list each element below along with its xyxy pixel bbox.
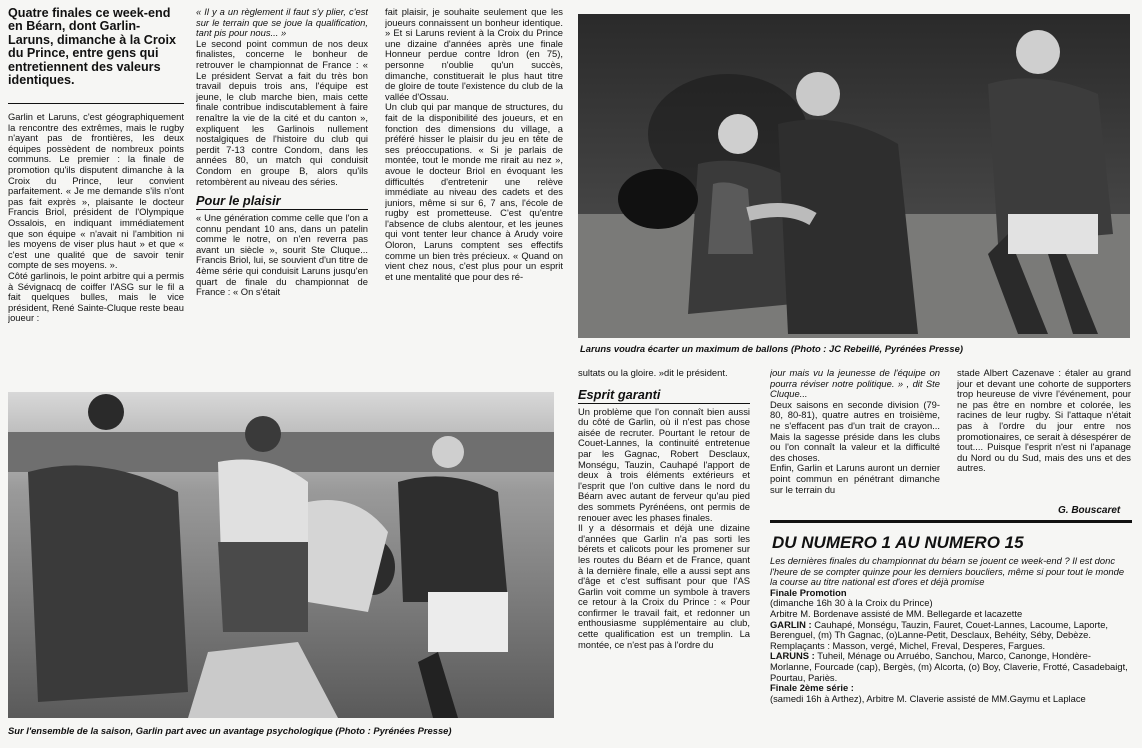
column-6 <box>957 368 1131 508</box>
photo-caption-top: Laruns voudra écarter un maximum de ballons (Photo : JC Rebeillé, Pyrénées Presse) <box>580 343 963 354</box>
garlin-players: Cauhapé, Monségu, Tauzin, Fauret, Couet-Lannes, Lacoume, Laporte, Berenguel, (m) Th Gagnac, (o)Lanne-Petit, Desclaux, Behéity, Séby, Debèze. Remplaçants : Masson, vergé, Michel, Freval, Desperes, Fargues. <box>770 618 1109 651</box>
paragraph: « Il y a un règlement il faut s'y plier, c'est sur le terrain que se joue la qualification, tant pis pour nous... » <box>196 7 368 39</box>
finale-promotion-when: (dimanche 16h 30 à la Croix du Prince) <box>770 597 933 609</box>
column-4 <box>578 368 750 748</box>
author-signature: G. Bouscaret <box>1058 505 1121 516</box>
photo-caption-bottom: Sur l'ensemble de la saison, Garlin part avec un avantage psychologique (Photo : Pyrénées Presse) <box>8 725 452 736</box>
column-3 <box>385 7 563 383</box>
paragraph: Enfin, Garlin et Laruns auront un dernier point commun en pénétrant dimanche sur le terrain du <box>770 462 940 495</box>
box-title: DU NUMERO 1 AU NUMERO 15 <box>772 533 1024 552</box>
column-1 <box>8 112 184 384</box>
column-2 <box>196 7 368 383</box>
photo-laruns <box>578 14 1130 338</box>
subheading-pour-le-plaisir: Pour le plaisir <box>196 193 281 209</box>
paragraph: Un club qui par manque de structures, du fait de la disponibilité des joueurs, et en fonction des dimensions du village, a préféré hisser le plaisir du jeu en tête de ses préoccupations. « Si je parlais de montée, tout le monde me rirait au nez », avoue le docteur Briol en évoquant les difficultés d'entretenir une relève immédiate au niveau des cadets et des juniors, même si sur 6, 7 ans, l'école de rugby est prometteuse. C'est qu'entre l'absence de clubs alentour, et les jeunes qui vont tenter leur chance à Arudy voire Oloron, Laruns comptent ses effectifs comme un bien très précieux. « Quand on vient chez nous, c'est plus pour un esprit et une mentalité que pour des ré- <box>385 101 563 282</box>
finale-promotion-title: Finale Promotion <box>770 586 847 598</box>
paragraph: « Une génération comme celle que l'on a connu pendant 10 ans, dans un patelin comme le notre, on n'en reverra pas avant un siècle », sourit Ste Cluque... Francis Briol, lui, se souvient d'un titre de 4ème série qui conduisit Laruns jusqu'en quart de finale du championnat de France : « On s'était <box>196 212 368 298</box>
garlin-lineup <box>770 620 1132 652</box>
paragraph: Garlin et Laruns, c'est géographiquement la rencontre des extrêmes, mais le rugby n'ayant pas de frontières, les deux équipes possèdent de nombreux points communs. Le premier : la finale de promotion qu'ils disputent dimanche à la Croix du Prince, leur convient parfaitement. « Je me demande s'ils n'ont pas fait exprès », plaisante le docteur Francis Briol, président de l'Olympique Ossalois, en indiquant immédiatement que son équipe « n'avait ni l'ambition ni les moyens de viser plus haut » et que « c'est une qualité que de savoir tenir compte de ses moyens. ». <box>8 112 184 271</box>
box-intro: Les dernières finales du championnat du béarn se jouent ce week-end ? Il est donc l'heure de se compter quinze pour les derniers boucliers, même si pour tout le monde la course au titre national est d'ores et déjà promise <box>770 556 1125 588</box>
rugby-photo-bottom <box>8 392 554 718</box>
finale-promotion-referee: Arbitre M. Bordenave assisté de MM. Bellegarde et lacazette <box>770 607 1023 619</box>
subheading-esprit-garanti: Esprit garanti <box>578 386 661 402</box>
paragraph: jour mais vu la jeunesse de l'équipe on pourra réviser notre politique. » , dit Ste Cluque... <box>770 368 940 400</box>
paragraph: Un problème que l'on connaît bien aussi du côté de Garlin, où il n'est pas chose aisée de recruter. Pourtant le retour de Couet-Lannes, la continuité entretenue par les Gagnac, Robert Desclaux, Monségu, Tauzin, Cauhapé l'apport de deux à trois éléments extérieurs et l'esprit que l'on cultive dans le nord du Béarn avec autant de ferveur qu'au pied des sommets Pyrénéens, ont permis de renouer avec les phases finales. <box>578 405 750 523</box>
laruns-label: LARUNS : <box>770 650 815 662</box>
garlin-label: GARLIN : <box>770 618 812 630</box>
paragraph: sultats ou la gloire. »dit le président. <box>578 368 728 378</box>
subheading-rule <box>578 403 750 404</box>
laruns-players: Tuheil, Ménage ou Arruébo, Sanchou, Marco, Canonge, Hondère-Morlanne, Fourcade (cap), Bergès, (m) Alcorta, (o) Boy, Claverie, Frotté, Casadebaigt, Pourtau, Pariès. <box>770 650 1128 683</box>
paragraph: Côté garlinois, le point arbitre qui a permis à Sévignacq de coiffer l'ASG sur le fil a fait quelques bulles, mais le vice président, René Sainte-Cluque reste beau joueur : <box>8 269 184 324</box>
paragraph: Il y a désormais et déjà une dizaine d'années que Garlin n'a pas sorti les bérets et calicots pour les promener sur les routes du Béarn et de France, quant à la dernière finale, elle a aussi sept ans d'âge et c'est suffisant pour que l'AS Garlin voit comme un symbole à travers ce retour à la Croix du Prince : « Pour confirmer le travail fait, et redonner un enthousiasme supplémentaire au club, cette qualification est un tremplin. La montée, ce n'est pas à l'ordre du <box>578 522 750 650</box>
paragraph: fait plaisir, je souhaite seulement que les joueurs connaissent un bonheur identique. » Et si Laruns revient à la Croix du Prince une dizaine d'années après une finale Honneur perdue contre Idron (en 75), personne n'oublie qu'un succès, dimanche, constituerait le plus haut titre de gloire de toute l'existence du club de la vallée d'Ossau. <box>385 7 563 102</box>
paragraph: Deux saisons en seconde division (79-80, 80-81), quatre autres en troisième, ne s'effacent pas d'un trait de crayon... Mais la sagesse préside dans les clubs ou l'on connaît la valeur et la difficulté des choses. <box>770 398 940 463</box>
box-top-rule <box>770 520 1132 523</box>
team-lists <box>770 556 1132 748</box>
lead-headline: Quatre finales ce week-end en Béarn, dont Garlin-Laruns, dimanche à la Croix du Prince, entre gens qui entretiennent des valeurs identiques. <box>8 6 176 88</box>
finale-2eme-serie-info: (samedi 16h à Arthez), Arbitre M. Claverie assisté de MM.Gaymu et Laplace <box>770 692 1086 704</box>
paragraph: stade Albert Cazenave : étaler au grand jour et devant une cohorte de supporters trop heureuse de vivre l'événement, pour ne pas être en nombre et colorée, les racines de leur rugby. Si l'attaque n'était pas à l'ordre du jour entre nos promotionaires, ce serait à désespérer de tout.... Puisque l'esprit n'est ni l'apanage du Nord ou du Sud, mais des uns et des autres. <box>957 368 1131 474</box>
rugby-photo-top <box>578 14 1130 338</box>
lead-divider <box>8 103 184 104</box>
laruns-lineup <box>770 651 1132 683</box>
photo-garlin <box>8 392 554 718</box>
paragraph: Le second point commun de nos deux finalistes, concerne le bonheur de retrouver le championnat de France : « Le président Servat a fait du très bon travail depuis trois ans, l'équipe est jeune, le club marche bien, mais cette finale contribue indiscutablement à faire renaître la vie de la cité et du canton », expliquent les Garlinois nullement nostalgiques de l'histoire du club qui perdit 7-13 contre Condom, dans les années 80, un match qui conduisit Condom en groupe B, alors qu'ils retombèrent au niveau des séries. <box>196 37 368 187</box>
subheading-rule <box>196 209 368 210</box>
finale-2eme-serie-title: Finale 2ème série : <box>770 682 854 694</box>
column-5 <box>770 368 940 516</box>
